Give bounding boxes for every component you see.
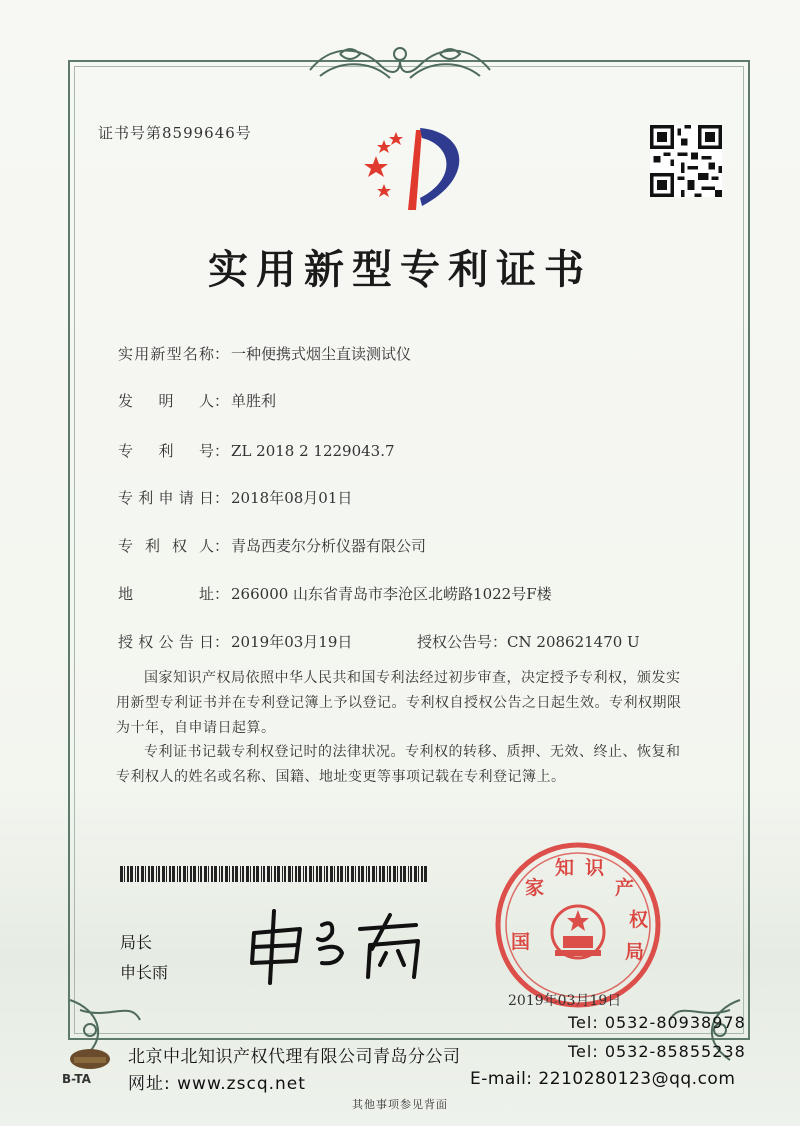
field-inventor: 发明人： 单胜利: [118, 392, 277, 410]
barcode-bar: [183, 866, 186, 882]
barcode-bar: [219, 866, 220, 882]
barcode-bar: [271, 866, 272, 882]
barcode-icon: [120, 866, 430, 882]
barcode-bar: [410, 866, 412, 882]
barcode-bar: [179, 866, 181, 882]
signatory-role: 局长: [120, 933, 153, 952]
agency-tel-1: Tel: 0532-80938978: [568, 1013, 746, 1032]
barcode-bar: [355, 866, 356, 882]
field-announcement-number: 授权公告号：CN 208621470 U: [417, 633, 640, 651]
barcode-bar: [337, 866, 339, 882]
barcode-bar: [389, 866, 391, 882]
barcode-bar: [253, 866, 255, 882]
barcode-bar: [284, 866, 286, 882]
seal-text: 国 家 知 识 产 权 局: [511, 857, 649, 963]
barcode-bar: [418, 866, 419, 882]
field-value: 单胜利: [231, 392, 277, 410]
barcode-bar: [127, 866, 129, 882]
field-value: 青岛西麦尔分析仪器有限公司: [231, 537, 427, 555]
field-value: 266000 山东省青岛市李沧区北崂路1022号F楼: [231, 585, 552, 603]
certificate-title: 实用新型专利证书: [208, 246, 592, 293]
barcode-bar: [316, 866, 318, 882]
barcode-bar: [232, 866, 234, 882]
barcode-bar: [361, 866, 364, 882]
barcode-bar: [303, 866, 304, 882]
barcode-bar: [408, 866, 409, 882]
barcode-bar: [326, 866, 328, 882]
barcode-bar: [261, 866, 262, 882]
top-ornament: [300, 40, 500, 88]
barcode-bar: [324, 866, 325, 882]
barcode-bar: [256, 866, 259, 882]
barcode-bar: [358, 866, 360, 882]
barcode-bar: [250, 866, 251, 882]
agency-email: E-mail: 2210280123@qq.com: [470, 1069, 736, 1089]
agency-logo-text: B-TA: [62, 1072, 91, 1086]
barcode-bar: [372, 866, 375, 882]
barcode-bar: [295, 866, 297, 882]
barcode-bar: [309, 866, 312, 882]
barcode-bar: [368, 866, 370, 882]
barcode-bar: [379, 866, 381, 882]
barcode-bar: [169, 866, 171, 882]
barcode-bar: [124, 866, 125, 882]
barcode-bar: [340, 866, 343, 882]
barcode-bar: [193, 866, 196, 882]
cnipa-logo-icon: [358, 118, 478, 218]
certificate-number: 证书号第8599646号: [98, 124, 252, 142]
field-application-date: 专利申请日： 2018年08月01日: [118, 489, 353, 507]
field-patentee: 专利权人： 青岛西麦尔分析仪器有限公司: [118, 537, 427, 555]
barcode-bar: [414, 866, 417, 882]
agency-website: 网址: www.zscq.net: [128, 1074, 306, 1094]
barcode-bar: [305, 866, 307, 882]
barcode-bar: [382, 866, 385, 882]
field-label: 专利申请日: [118, 489, 214, 507]
barcode-bar: [347, 866, 349, 882]
barcode-bar: [292, 866, 293, 882]
barcode-bar: [330, 866, 333, 882]
barcode-bar: [267, 866, 270, 882]
barcode-bar: [424, 866, 427, 882]
barcode-bar: [246, 866, 249, 882]
barcode-bar: [214, 866, 217, 882]
barcode-bar: [177, 866, 178, 882]
barcode-bar: [225, 866, 228, 882]
barcode-bar: [313, 866, 314, 882]
barcode-bar: [298, 866, 301, 882]
barcode-bar: [190, 866, 192, 882]
agency-tel-2: Tel: 0532-85855238: [568, 1042, 746, 1061]
barcode-bar: [242, 866, 244, 882]
field-value: ZL 2018 2 1229043.7: [231, 442, 395, 460]
field-label: 发明人: [118, 392, 214, 410]
barcode-bar: [162, 866, 165, 882]
barcode-bar: [137, 866, 139, 882]
barcode-bar: [282, 866, 283, 882]
barcode-bar: [351, 866, 354, 882]
barcode-bar: [141, 866, 144, 882]
barcode-bar: [151, 866, 154, 882]
barcode-bar: [274, 866, 276, 882]
field-value: CN 208621470 U: [507, 633, 640, 651]
barcode-bar: [156, 866, 157, 882]
field-grant-date: 授权公告日： 2019年03月19日: [118, 633, 353, 651]
barcode-bar: [393, 866, 396, 882]
barcode-bar: [120, 866, 123, 882]
barcode-bar: [387, 866, 388, 882]
body-paragraph-1: 国家知识产权局依照中华人民共和国专利法经过初步审查，决定授予专利权，颁发实用新型专利证书并在专利登记簿上予以登记。专利权自授权公告之日起生效。专利权期限为十年，自申请日起算。: [116, 670, 682, 736]
barcode-bar: [208, 866, 209, 882]
body-paragraph-2: 专利证书记载专利权登记时的法律状况。专利权的转移、质押、无效、终止、恢复和专利权人的姓名或名称、国籍、地址变更等事项记载在专利登记簿上。: [116, 744, 681, 785]
barcode-bar: [288, 866, 291, 882]
field-label: 授权公告号: [417, 633, 493, 651]
field-label: 实用新型名称: [118, 345, 214, 363]
field-value: 一种便携式烟尘直读测试仪: [231, 345, 412, 363]
signature-icon: [240, 905, 440, 985]
agency-name: 北京中北知识产权代理有限公司青岛分公司: [128, 1047, 461, 1067]
qr-code-icon: [650, 125, 722, 197]
field-label: 专利号: [118, 442, 214, 460]
field-label: 专利权人: [118, 537, 214, 555]
barcode-bar: [366, 866, 367, 882]
barcode-bar: [166, 866, 167, 882]
barcode-bar: [229, 866, 230, 882]
barcode-bar: [235, 866, 238, 882]
barcode-bar: [403, 866, 406, 882]
barcode-bar: [135, 866, 136, 882]
barcode-bar: [319, 866, 322, 882]
barcode-bar: [200, 866, 202, 882]
barcode-bar: [334, 866, 335, 882]
barcode-bar: [400, 866, 402, 882]
barcode-bar: [421, 866, 423, 882]
barcode-bar: [145, 866, 146, 882]
barcode-bar: [187, 866, 188, 882]
field-value: 2018年08月01日: [231, 489, 353, 507]
field-utility-model-name: 实用新型名称： 一种便携式烟尘直读测试仪: [118, 345, 412, 363]
barcode-bar: [198, 866, 199, 882]
barcode-bar: [221, 866, 223, 882]
barcode-bar: [211, 866, 213, 882]
barcode-bar: [204, 866, 207, 882]
field-label: 授权公告日: [118, 633, 214, 651]
seal-date: 2019年03月19日: [508, 993, 622, 1009]
barcode-bar: [376, 866, 377, 882]
field-patent-number: 专利号： ZL 2018 2 1229043.7: [118, 442, 395, 460]
footer-note: 其他事项参见背面: [352, 1098, 448, 1111]
field-label: 地址: [118, 585, 214, 603]
barcode-bar: [345, 866, 346, 882]
field-address: 地址： 266000 山东省青岛市李沧区北崂路1022号F楼: [118, 585, 552, 603]
barcode-bar: [130, 866, 133, 882]
barcode-bar: [172, 866, 175, 882]
signatory-name: 申长雨: [120, 963, 169, 982]
barcode-bar: [148, 866, 150, 882]
barcode-bar: [397, 866, 398, 882]
barcode-bar: [240, 866, 241, 882]
barcode-bar: [277, 866, 280, 882]
barcode-bar: [158, 866, 160, 882]
official-seal-icon: [493, 840, 663, 1010]
field-value: 2019年03月19日: [231, 633, 353, 651]
barcode-bar: [263, 866, 265, 882]
